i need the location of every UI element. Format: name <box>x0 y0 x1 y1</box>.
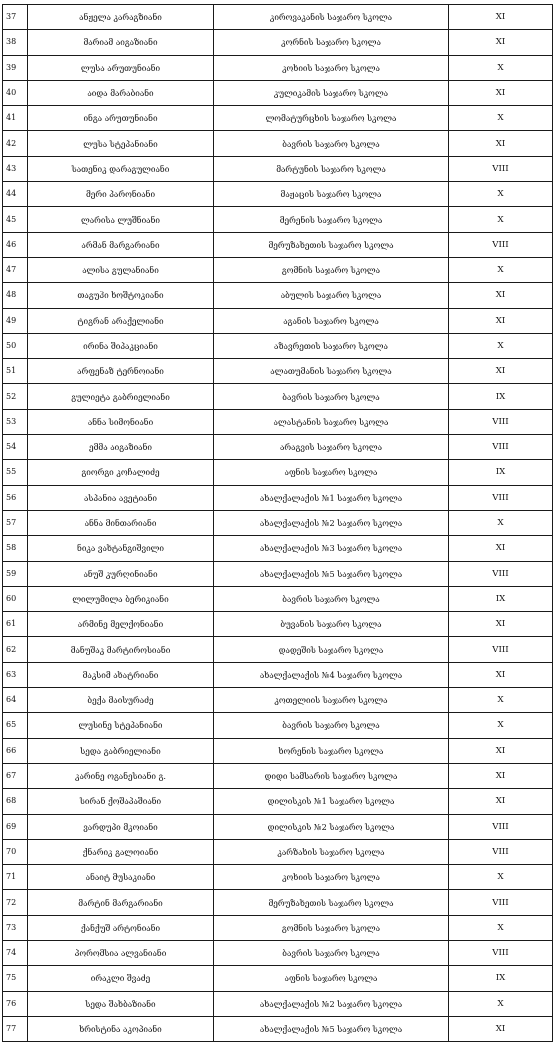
school-name: დილისკის №2 საჯარო სკოლა <box>214 814 449 839</box>
row-number: 74 <box>3 940 28 965</box>
grade-level: XI <box>449 763 553 788</box>
student-name: ანუშ კურღინიანი <box>28 561 214 586</box>
school-name: ახალქალაქის №5 საჯარო სკოლა <box>214 561 449 586</box>
row-number: 38 <box>3 30 28 55</box>
school-name: ბავრის საჯარო სკოლა <box>214 131 449 156</box>
school-name: ბავრის საჯარო სკოლა <box>214 586 449 611</box>
table-row <box>3 586 553 611</box>
student-name: კარინე ოგანესიანი გ. <box>28 763 214 788</box>
student-name: მაკსიმ ახატრიანი <box>28 662 214 687</box>
school-name: დადეშის საჯარო სკოლა <box>214 637 449 662</box>
school-name: აბულის საჯარო სკოლა <box>214 283 449 308</box>
school-name: კოხიის საჯარო სკოლა <box>214 865 449 890</box>
student-name: სედა შახბაზიანი <box>28 991 214 1016</box>
table-row <box>3 207 553 232</box>
student-name: ლუსა არუთუნიანი <box>28 55 214 80</box>
student-name: სათენიკ დარაგულიანი <box>28 156 214 181</box>
grade-level: VIII <box>449 561 553 586</box>
school-name: კარზახის საჯარო სკოლა <box>214 839 449 864</box>
school-name: დილისკის №1 საჯარო სკოლა <box>214 789 449 814</box>
school-name: ახალქალაქის №2 საჯარო სკოლა <box>214 991 449 1016</box>
student-name: ლილუმილა ბერიკიანი <box>28 586 214 611</box>
student-name: მანუშაკ მარტიროსიანი <box>28 637 214 662</box>
school-name: კორნის საჯარო სკოლა <box>214 30 449 55</box>
table-row <box>3 384 553 409</box>
grade-level: VIII <box>449 232 553 257</box>
row-number: 70 <box>3 839 28 864</box>
grade-level: X <box>449 257 553 282</box>
school-name: ლომატურცხის საჯარო სკოლა <box>214 106 449 131</box>
school-name: მერუზახეთის საჯარო სკოლა <box>214 890 449 915</box>
table-row <box>3 763 553 788</box>
grade-level: VIII <box>449 156 553 181</box>
grade-level: XI <box>449 131 553 156</box>
student-name: მერი პარონიანი <box>28 182 214 207</box>
student-name: მარიამ აიგაზიანი <box>28 30 214 55</box>
student-name: ანნა მინთარიანი <box>28 510 214 535</box>
row-number: 39 <box>3 55 28 80</box>
row-number: 43 <box>3 156 28 181</box>
grade-level: X <box>449 55 553 80</box>
row-number: 60 <box>3 586 28 611</box>
school-name: კულიკამის საჯარო სკოლა <box>214 80 449 105</box>
grade-level: VIII <box>449 409 553 434</box>
table-row <box>3 915 553 940</box>
grade-level: XI <box>449 738 553 763</box>
row-number: 58 <box>3 536 28 561</box>
grade-level: X <box>449 991 553 1016</box>
school-name: ალათუმანის საჯარო სკოლა <box>214 359 449 384</box>
row-number: 64 <box>3 688 28 713</box>
school-name: აფნის საჯარო სკოლა <box>214 966 449 991</box>
table-row <box>3 738 553 763</box>
student-name: თაგუჰი ხოშტოკიანი <box>28 283 214 308</box>
student-name: ირაკლი შვაძე <box>28 966 214 991</box>
table-row <box>3 637 553 662</box>
grade-level: XI <box>449 789 553 814</box>
school-name: ხორენის საჯარო სკოლა <box>214 738 449 763</box>
school-name: ბავრის საჯარო სკოლა <box>214 713 449 738</box>
grade-level: X <box>449 713 553 738</box>
table-row <box>3 966 553 991</box>
student-name: ხრისტინა აკოპიანი <box>28 1016 214 1041</box>
grade-level: VIII <box>449 890 553 915</box>
row-number: 62 <box>3 637 28 662</box>
school-name: დიდი სამსარის საჯარო სკოლა <box>214 763 449 788</box>
school-name: ბავრის საჯარო სკოლა <box>214 384 449 409</box>
table-row <box>3 688 553 713</box>
school-name: ბავრის საჯარო სკოლა <box>214 940 449 965</box>
school-name: აგანის საჯარო სკოლა <box>214 308 449 333</box>
school-name: კიროვაკანის საჯარო სკოლა <box>214 5 449 30</box>
table-row <box>3 435 553 460</box>
table-row <box>3 5 553 30</box>
table-row <box>3 536 553 561</box>
row-number: 71 <box>3 865 28 890</box>
grade-level: IX <box>449 460 553 485</box>
table-row <box>3 409 553 434</box>
table-row <box>3 485 553 510</box>
student-name: სირან ქოშაპაშიანი <box>28 789 214 814</box>
table-row <box>3 612 553 637</box>
grade-level: X <box>449 865 553 890</box>
table-row <box>3 713 553 738</box>
participants-table <box>2 4 553 1042</box>
grade-level: XI <box>449 5 553 30</box>
table-row <box>3 789 553 814</box>
grade-level: X <box>449 688 553 713</box>
student-name: ქანქუშ არტონიანი <box>28 915 214 940</box>
grade-level: VIII <box>449 435 553 460</box>
student-name: ანჟელა კარაგზიანი <box>28 5 214 30</box>
grade-level: XI <box>449 359 553 384</box>
grade-level: X <box>449 207 553 232</box>
student-name: არმან მარგარიანი <box>28 232 214 257</box>
row-number: 41 <box>3 106 28 131</box>
grade-level: X <box>449 915 553 940</box>
school-name: ახალქალაქის №5 საჯარო სკოლა <box>214 1016 449 1041</box>
table-row <box>3 308 553 333</box>
row-number: 76 <box>3 991 28 1016</box>
student-name: ანნა სიმონიანი <box>28 409 214 434</box>
student-name: ემმა აიგაზიანი <box>28 435 214 460</box>
school-name: კოხიის საჯარო სკოლა <box>214 55 449 80</box>
student-name: ლუსა სტეპანიანი <box>28 131 214 156</box>
table-row <box>3 940 553 965</box>
student-name: ვარდუპი მკოიანი <box>28 814 214 839</box>
row-number: 56 <box>3 485 28 510</box>
table-row <box>3 991 553 1016</box>
table-row <box>3 662 553 687</box>
student-name: მარტინ მარგარიანი <box>28 890 214 915</box>
table-row <box>3 865 553 890</box>
grade-level: IX <box>449 966 553 991</box>
table-row <box>3 257 553 282</box>
table-row <box>3 460 553 485</box>
student-name: ნიკა ვახტანგიშვილი <box>28 536 214 561</box>
row-number: 54 <box>3 435 28 460</box>
row-number: 44 <box>3 182 28 207</box>
student-name: გულიეტა გაბრიელიანი <box>28 384 214 409</box>
row-number: 48 <box>3 283 28 308</box>
student-name: არფენაზ ტერნოიანი <box>28 359 214 384</box>
school-name: გომნის საჯარო სკოლა <box>214 915 449 940</box>
table-row <box>3 1016 553 1041</box>
grade-level: XI <box>449 30 553 55</box>
table-row <box>3 30 553 55</box>
table-row <box>3 106 553 131</box>
row-number: 68 <box>3 789 28 814</box>
grade-level: X <box>449 510 553 535</box>
grade-level: X <box>449 182 553 207</box>
student-name: ასპანია ავეტიანი <box>28 485 214 510</box>
student-name: ქნარიკ გალოიანი <box>28 839 214 864</box>
school-name: ახალქალაქის №4 საჯარო სკოლა <box>214 662 449 687</box>
student-name: პორომსია ალვანიანი <box>28 940 214 965</box>
grade-level: IX <box>449 586 553 611</box>
student-name: არმინე მელქონიანი <box>28 612 214 637</box>
row-number: 37 <box>3 5 28 30</box>
school-name: მარტუნის საჯარო სკოლა <box>214 156 449 181</box>
grade-level: XI <box>449 1016 553 1041</box>
row-number: 45 <box>3 207 28 232</box>
grade-level: X <box>449 333 553 358</box>
table-row <box>3 283 553 308</box>
row-number: 53 <box>3 409 28 434</box>
row-number: 52 <box>3 384 28 409</box>
table-row <box>3 561 553 586</box>
school-name: ახალქალაქის №3 საჯარო სკოლა <box>214 536 449 561</box>
row-number: 66 <box>3 738 28 763</box>
row-number: 72 <box>3 890 28 915</box>
row-number: 46 <box>3 232 28 257</box>
grade-level: XI <box>449 308 553 333</box>
grade-level: X <box>449 106 553 131</box>
grade-level: VIII <box>449 485 553 510</box>
grade-level: XI <box>449 536 553 561</box>
row-number: 59 <box>3 561 28 586</box>
row-number: 49 <box>3 308 28 333</box>
grade-level: IX <box>449 384 553 409</box>
table-row <box>3 232 553 257</box>
row-number: 50 <box>3 333 28 358</box>
student-name: აიდა მარაბიანი <box>28 80 214 105</box>
table-row <box>3 131 553 156</box>
student-name: ალისა გულანიანი <box>28 257 214 282</box>
student-name: ირინა შიპაკციანი <box>28 333 214 358</box>
student-name: სედა გაბრიელიანი <box>28 738 214 763</box>
row-number: 57 <box>3 510 28 535</box>
school-name: გომნის საჯარო სკოლა <box>214 257 449 282</box>
student-name: ანაიტ მუსაკიანი <box>28 865 214 890</box>
row-number: 73 <box>3 915 28 940</box>
school-name: აზავრეთის საჯარო სკოლა <box>214 333 449 358</box>
row-number: 55 <box>3 460 28 485</box>
row-number: 63 <box>3 662 28 687</box>
row-number: 47 <box>3 257 28 282</box>
school-name: მერუზახეთის საჯარო სკოლა <box>214 232 449 257</box>
student-name: ტიგრან არაქელიანი <box>28 308 214 333</box>
row-number: 67 <box>3 763 28 788</box>
row-number: 65 <box>3 713 28 738</box>
school-name: აფნის საჯარო სკოლა <box>214 460 449 485</box>
table-row <box>3 55 553 80</box>
table-row <box>3 182 553 207</box>
grade-level: XI <box>449 612 553 637</box>
school-name: მაჟაცის საჯარო სკოლა <box>214 182 449 207</box>
table-row <box>3 839 553 864</box>
grade-level: VIII <box>449 637 553 662</box>
table-row <box>3 156 553 181</box>
grade-level: VIII <box>449 940 553 965</box>
school-name: მერენის საჯარო სკოლა <box>214 207 449 232</box>
row-number: 69 <box>3 814 28 839</box>
grade-level: VIII <box>449 814 553 839</box>
school-name: კოთელიის საჯარო სკოლა <box>214 688 449 713</box>
table-body <box>3 5 553 1042</box>
school-name: ალასტანის საჯარო სკოლა <box>214 409 449 434</box>
grade-level: XI <box>449 662 553 687</box>
row-number: 75 <box>3 966 28 991</box>
table-row <box>3 80 553 105</box>
table-row <box>3 510 553 535</box>
table-row <box>3 814 553 839</box>
table-row <box>3 333 553 358</box>
student-name: ინგა არუთუნიანი <box>28 106 214 131</box>
row-number: 42 <box>3 131 28 156</box>
student-name: ლარისა ლუშნიანი <box>28 207 214 232</box>
table-row <box>3 890 553 915</box>
school-name: ახალქალაქის №1 საჯარო სკოლა <box>214 485 449 510</box>
grade-level: VIII <box>449 839 553 864</box>
student-name: ლუსინე სტეპანიანი <box>28 713 214 738</box>
table-row <box>3 359 553 384</box>
school-name: არაგვის საჯარო სკოლა <box>214 435 449 460</box>
school-name: ახალქალაქის №2 საჯარო სკოლა <box>214 510 449 535</box>
row-number: 61 <box>3 612 28 637</box>
school-name: ბუვანის საჯარო სკოლა <box>214 612 449 637</box>
row-number: 77 <box>3 1016 28 1041</box>
student-name: გიორგი კოჩალიძე <box>28 460 214 485</box>
student-name: ბექა მაისურაძე <box>28 688 214 713</box>
row-number: 51 <box>3 359 28 384</box>
row-number: 40 <box>3 80 28 105</box>
grade-level: XI <box>449 283 553 308</box>
grade-level: XI <box>449 80 553 105</box>
